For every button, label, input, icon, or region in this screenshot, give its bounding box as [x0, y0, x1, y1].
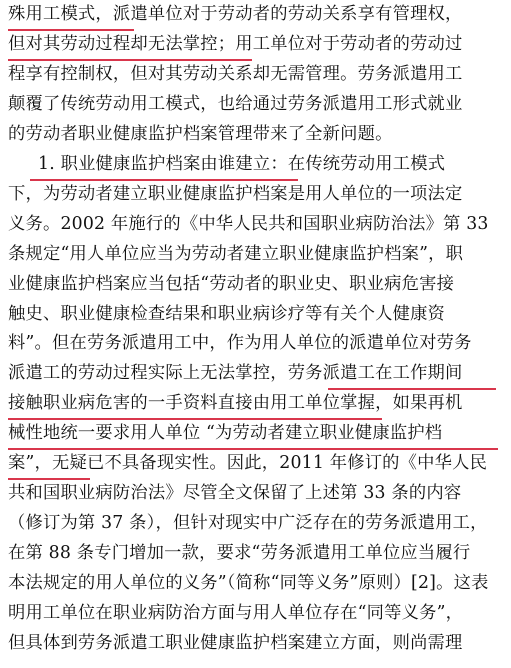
text-line-content: 但具体到劳务派遣工职业健康监护档案建立方面，则尚需理: [8, 632, 463, 653]
red-underline: [328, 388, 496, 390]
red-underline: [8, 448, 498, 450]
red-underline: [30, 179, 298, 181]
text-line-content: 械性地统一要求用人单位 “为劳动者建立职业健康监护档: [8, 423, 443, 444]
text-line-content: 派遣工的劳动过程实际上无法掌控，劳务派遣工在工作期间: [8, 363, 463, 384]
text-line-content: 下，为劳动者建立职业健康监护档案是用人单位的一项法定: [8, 183, 463, 204]
text-line-content: 的劳动者职业健康监护档案管理带来了全新问题。: [8, 123, 393, 144]
text-line-content: 案”，无疑已不具备现实性。因此，2011 年修订的《中华人民: [8, 453, 488, 474]
text-line-content: 条规定“用人单位应当为劳动者建立职业健康监护档案”，职: [8, 243, 464, 264]
text-line-content: 共和国职业病防治法》尽管全文保留了上述第 33 条的内容: [8, 483, 462, 504]
text-line-content: 在第 88 条专门增加一款，要求“劳务派遣用工单位应当履行: [8, 543, 471, 564]
text-line: [0, 630, 511, 668]
text-line-content: 1. 职业健康监护档案由谁建立：在传统劳动用工模式: [38, 153, 446, 174]
text-line-content: 义务。2002 年施行的《中华人民共和国职业病防治法》第 33: [8, 213, 489, 234]
text-line-content: 明用工单位在职业病防治方面与用人单位存在“同等义务”，: [8, 603, 464, 623]
text-line-content: 殊用工模式，派遣单位对于劳动者的劳动关系享有管理权，: [8, 4, 463, 24]
red-underline: [8, 478, 90, 480]
text-line-content: 业健康监护档案应当包括“劳动者的职业史、职业病危害接: [8, 273, 455, 294]
text-line-content: 但对其劳动过程却无法掌控；用工单位对于劳动者的劳动过: [8, 33, 463, 54]
text-line-content: 料”。但在劳务派遣用工中，作为用人单位的派遣单位对劳务: [8, 333, 472, 354]
red-underline: [8, 59, 252, 61]
text-line-content: 本法规定的用人单位的义务”（简称“同等义务”原则）[2]。这表: [8, 573, 489, 594]
red-underline: [8, 418, 382, 420]
red-underline: [8, 29, 134, 31]
text-line-content: 接触职业病危害的一手资料直接由用工单位掌握，如果再机: [8, 393, 463, 414]
text-line-content: （修订为第 37 条），但针对现实中广泛存在的劳务派遣用工，: [8, 513, 488, 534]
text-line-content: 颠覆了传统劳动用工模式，也给通过劳务派遣用工形式就业: [8, 93, 463, 114]
text-line-content: 程享有控制权，但对其劳动关系却无需管理。劳务派遣用工: [8, 63, 463, 84]
text-line-content: 触史、职业健康检查结果和职业病诊疗等有关个人健康资: [8, 303, 446, 324]
